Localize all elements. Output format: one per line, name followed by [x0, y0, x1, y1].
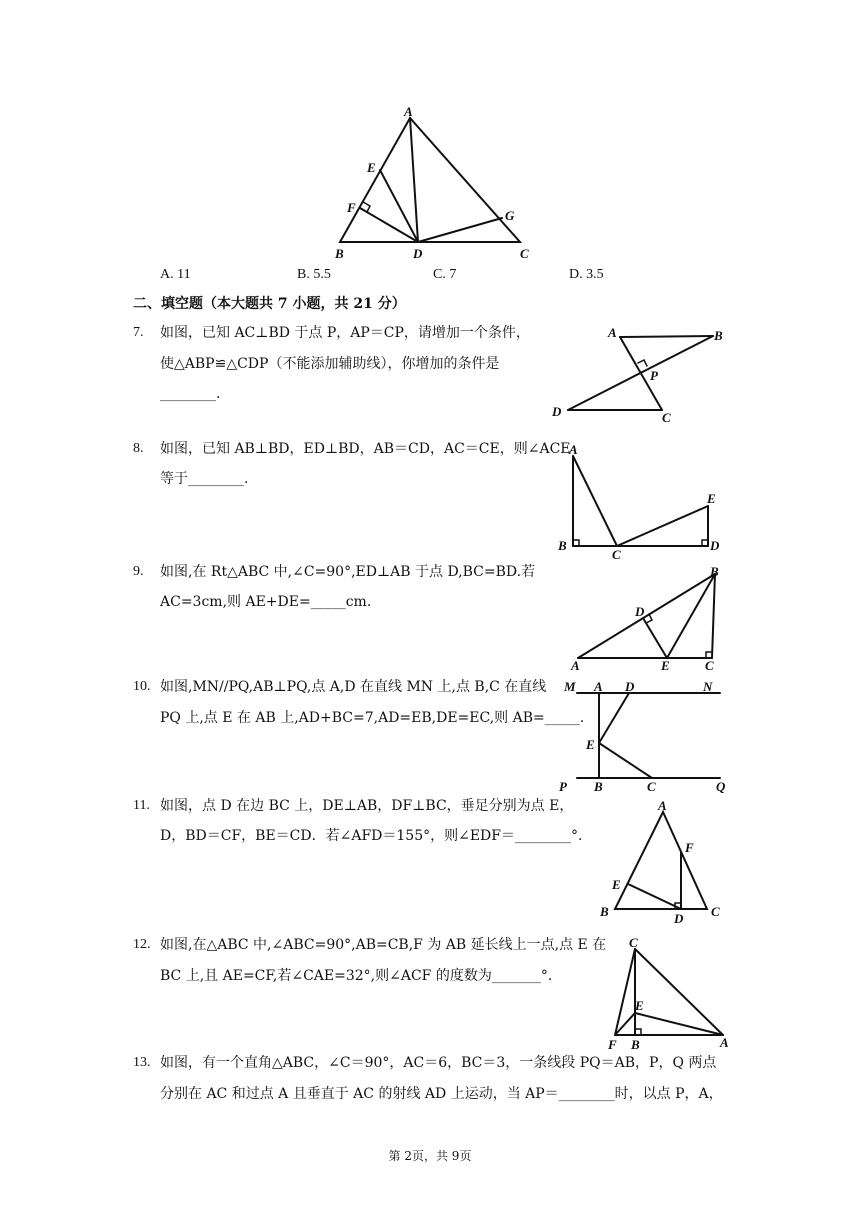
q10-label-e: E — [586, 737, 595, 752]
q12-label-e: E — [635, 998, 644, 1013]
q12-label-f: F — [608, 1037, 617, 1052]
q8-label-a: A — [569, 442, 578, 457]
q9-figure — [565, 562, 730, 674]
q7-label-c: C — [662, 410, 671, 425]
q8-text-line-1: 如图，已知 AB⊥BD，ED⊥BD，AB＝CD，AC＝CE，则∠ACE — [160, 441, 571, 457]
q11-label-a: A — [658, 798, 667, 813]
q7-right-angle-mark — [638, 360, 647, 366]
q12-line-cf — [615, 949, 635, 1035]
q11-label-f: F — [685, 840, 694, 855]
q10-label-d: D — [625, 679, 635, 694]
q12-number: 12. — [133, 937, 151, 952]
q9-line-ab — [578, 574, 715, 658]
q7-text-line-3: ________. — [160, 386, 221, 402]
q8-figure — [555, 440, 730, 560]
q6-label-a: A — [404, 104, 413, 119]
q11-text-line-2: D，BD＝CF，BE＝CD．若∠AFD＝155°，则∠EDF＝________°. — [160, 828, 583, 844]
q6-figure — [320, 100, 540, 265]
q11-label-b: B — [600, 904, 609, 919]
q11-line-ed — [628, 884, 681, 909]
q9-line-be — [667, 574, 715, 658]
q6-label-b: B — [335, 246, 344, 261]
page-footer: 第 2页，共 9页 — [388, 1149, 472, 1163]
q9-label-a: A — [571, 658, 580, 673]
q10-label-m: M — [564, 679, 576, 694]
q10-label-n: N — [703, 679, 713, 694]
q11-label-d: D — [674, 911, 684, 926]
q12-text-line-1: 如图,在△ABC 中,∠ABC=90°,AB=CB,F 为 AB 延长线上一点,点 E 在 — [160, 937, 607, 953]
q12-line-ea — [635, 1013, 723, 1035]
q11-number: 11. — [133, 798, 150, 813]
q12-label-c: C — [629, 935, 638, 950]
q7-label-a: A — [608, 325, 617, 340]
q8-label-c: C — [612, 547, 621, 560]
q7-line-ab — [620, 336, 713, 337]
q11-label-e: E — [612, 877, 621, 892]
q9-label-d: D — [635, 604, 645, 619]
q8-text-line-2: 等于________. — [160, 471, 249, 487]
q10-line-ec — [599, 743, 652, 778]
q9-line-bc — [712, 574, 715, 658]
q11-figure — [595, 796, 735, 926]
q10-line-de — [599, 693, 629, 743]
q9-label-e: E — [661, 658, 670, 673]
q6-triangle-abc — [340, 118, 520, 242]
q7-figure — [548, 322, 738, 426]
q6-label-e: E — [367, 160, 376, 175]
q10-label-c: C — [647, 779, 656, 794]
q12-label-a: A — [720, 1035, 729, 1050]
q8-label-e: E — [707, 491, 716, 506]
q11-text-line-1: 如图，点 D 在边 BC 上，DE⊥AB，DF⊥BC，垂足分别为点 E， — [160, 798, 574, 814]
q6-line-ad — [410, 118, 418, 242]
q6-label-f: F — [347, 200, 356, 215]
q6-option-d: D. 3.5 — [569, 267, 604, 282]
q10-label-b: B — [594, 779, 603, 794]
q10-label-a: A — [594, 679, 603, 694]
q12-figure — [598, 935, 738, 1053]
q7-line-bd — [568, 336, 713, 410]
q10-figure — [555, 675, 740, 800]
q8-line-ac — [573, 456, 617, 546]
q6-label-d: D — [413, 246, 423, 261]
q9-text-line-2: AC=3cm,则 AE+DE=_____cm. — [160, 594, 372, 610]
q10-number: 10. — [133, 679, 151, 694]
q8-number: 8. — [133, 441, 144, 456]
q8-line-ce — [617, 506, 708, 546]
q7-text-line-1: 如图，已知 AC⊥BD 于点 P，AP＝CP，请增加一个条件， — [160, 325, 530, 341]
q9-label-b: B — [710, 564, 719, 579]
q12-text-line-2: BC 上,且 AE=CF,若∠CAE=32°,则∠ACF 的度数为_______°. — [160, 968, 553, 984]
q13-text-line-1: 如图，有一个直角△ABC，∠C＝90°，AC＝6，BC＝3，一条线段 PQ＝AB，P，Q 两点 — [160, 1055, 717, 1071]
q6-label-g: G — [505, 208, 515, 223]
q12-label-b: B — [631, 1037, 640, 1052]
q6-option-b: B. 5.5 — [297, 267, 331, 282]
q10-text-line-1: 如图,MN//PQ,AB⊥PQ,点 A,D 在直线 MN 上,点 B,C 在直线 — [160, 679, 547, 695]
q6-option-a: A. 11 — [160, 267, 191, 282]
q7-number: 7. — [133, 325, 144, 340]
q7-text-line-2: 使△ABP≌△CDP（不能添加辅助线），你增加的条件是 — [160, 356, 500, 372]
q6-option-c: C. 7 — [433, 267, 457, 282]
section-fill-blank-title: 二、填空题（本大题共 7 小题，共 21 分） — [133, 296, 406, 312]
q10-label-q: Q — [716, 779, 726, 794]
q11-triangle-abc — [615, 812, 707, 909]
q13-number: 13. — [133, 1055, 151, 1070]
q12-line-ca — [635, 949, 723, 1035]
q9-text-line-1: 如图,在 Rt△ABC 中,∠C=90°,ED⊥AB 于点 D,BC=BD.若 — [160, 564, 536, 580]
q10-label-p: P — [559, 779, 567, 794]
q6-line-gd — [418, 218, 502, 242]
q8-label-b: B — [558, 538, 567, 553]
q10-text-line-2: PQ 上,点 E 在 AB 上,AD+BC=7,AD=EB,DE=EC,则 AB=_____. — [160, 710, 585, 726]
q8-label-d: D — [710, 538, 720, 553]
q13-text-line-2: 分别在 AC 和过点 A 且垂直于 AC 的射线 AD 上运动，当 AP＝________时，以点 P，A， — [160, 1086, 723, 1102]
q7-label-b: B — [714, 328, 723, 343]
q9-number: 9. — [133, 564, 144, 579]
q9-line-de — [643, 618, 667, 658]
q9-label-c: C — [705, 658, 714, 673]
q7-label-d: D — [552, 404, 562, 419]
q11-label-c: C — [711, 904, 720, 919]
q6-label-c: C — [520, 246, 529, 261]
q7-label-p: P — [650, 368, 658, 383]
